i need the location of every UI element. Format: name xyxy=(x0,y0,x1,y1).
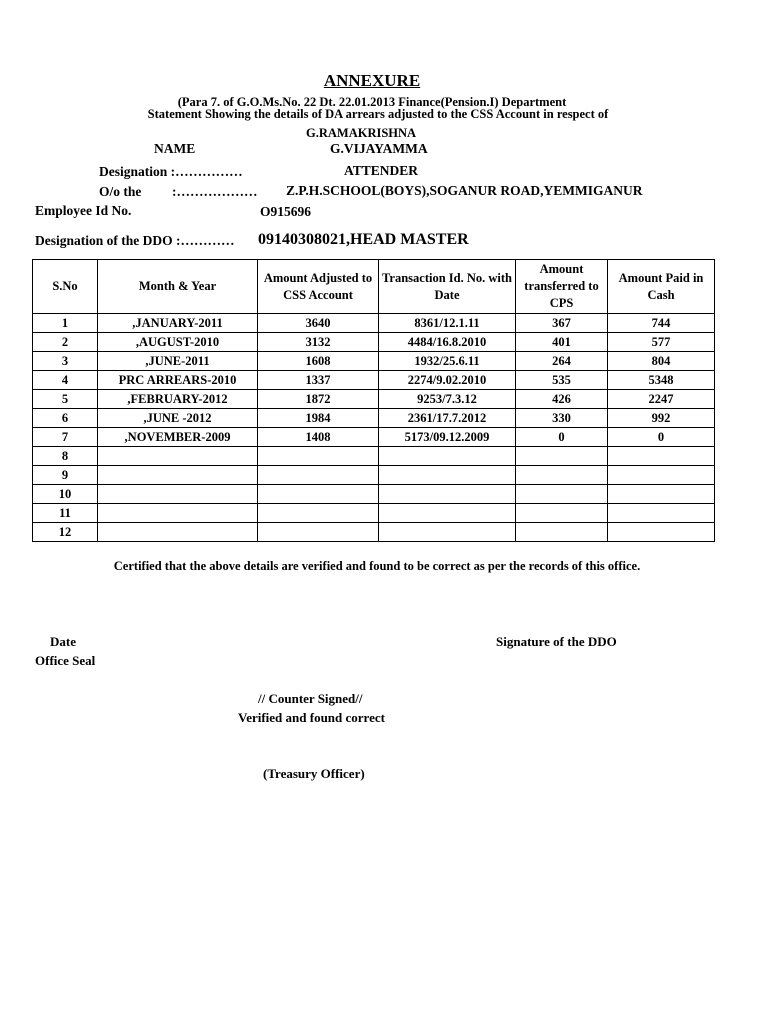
table-row xyxy=(33,352,715,371)
table-cell xyxy=(608,466,715,485)
table-cell: 1984 xyxy=(258,409,379,428)
statement-line: Statement Showing the details of DA arrears adjusted to the CSS Account in respect of xyxy=(147,107,609,121)
arrears-table xyxy=(32,259,715,542)
col-sno: S.No xyxy=(33,260,98,314)
table-cell: 10 xyxy=(33,485,98,504)
table-cell: 11 xyxy=(33,504,98,523)
table-cell: ,FEBRUARY-2012 xyxy=(98,390,258,409)
col-transaction-id: Transaction Id. No. with Date xyxy=(379,260,516,314)
table-cell xyxy=(258,523,379,542)
table-row xyxy=(33,390,715,409)
table-row xyxy=(33,523,715,542)
table-cell: 4484/16.8.2010 xyxy=(379,333,516,352)
table-cell: 5348 xyxy=(608,371,715,390)
table-cell xyxy=(379,523,516,542)
table-cell xyxy=(608,504,715,523)
document-title: ANNEXURE xyxy=(323,71,421,90)
table-cell: 5 xyxy=(33,390,98,409)
counter-signed-label: // Counter Signed// xyxy=(258,691,363,706)
table-cell xyxy=(258,485,379,504)
table-cell: ,AUGUST-2010 xyxy=(98,333,258,352)
table-cell: 7 xyxy=(33,428,98,447)
table-row xyxy=(33,428,715,447)
table-cell: 804 xyxy=(608,352,715,371)
table-cell: 8 xyxy=(33,447,98,466)
table-cell: 992 xyxy=(608,409,715,428)
table-cell: ,NOVEMBER-2009 xyxy=(98,428,258,447)
table-cell: 744 xyxy=(608,314,715,333)
table-cell xyxy=(379,504,516,523)
table-row xyxy=(33,504,715,523)
employee-id-label: Employee Id No. xyxy=(35,203,132,218)
table-cell: 9253/7.3.12 xyxy=(379,390,516,409)
col-amount-cash: Amount Paid in Cash xyxy=(608,260,715,314)
table-row xyxy=(33,447,715,466)
ddo-signature-label: Signature of the DDO xyxy=(496,634,617,649)
verified-label: Verified and found correct xyxy=(238,710,385,725)
table-cell xyxy=(379,466,516,485)
ddo-value: 09140308021,HEAD MASTER xyxy=(258,231,469,248)
table-cell: 1872 xyxy=(258,390,379,409)
table-cell xyxy=(608,485,715,504)
table-cell: 367 xyxy=(516,314,608,333)
table-cell: ,JUNE -2012 xyxy=(98,409,258,428)
table-cell: 2 xyxy=(33,333,98,352)
office-dots: :……………… xyxy=(172,184,258,199)
table-cell xyxy=(98,504,258,523)
table-cell: 401 xyxy=(516,333,608,352)
employee-id-value: O915696 xyxy=(260,204,312,219)
table-cell xyxy=(379,447,516,466)
table-cell xyxy=(258,466,379,485)
table-cell: 12 xyxy=(33,523,98,542)
table-row xyxy=(33,333,715,352)
table-row xyxy=(33,466,715,485)
table-cell: 264 xyxy=(516,352,608,371)
table-cell: 0 xyxy=(516,428,608,447)
office-seal-label: Office Seal xyxy=(35,653,96,668)
treasury-officer-label: (Treasury Officer) xyxy=(263,766,365,781)
table-row xyxy=(33,485,715,504)
name-value: G.VIJAYAMMA xyxy=(330,141,428,156)
table-cell xyxy=(516,466,608,485)
table-cell: 2274/9.02.2010 xyxy=(379,371,516,390)
designation-label: Designation :…………… xyxy=(99,164,243,179)
table-cell: 535 xyxy=(516,371,608,390)
table-cell: 1 xyxy=(33,314,98,333)
table-cell xyxy=(608,447,715,466)
table-cell xyxy=(516,447,608,466)
table-cell xyxy=(516,485,608,504)
date-label: Date xyxy=(50,634,76,649)
table-cell: PRC ARREARS-2010 xyxy=(98,371,258,390)
table-cell: 3 xyxy=(33,352,98,371)
table-cell: 3132 xyxy=(258,333,379,352)
table-cell: 8361/12.1.11 xyxy=(379,314,516,333)
office-value: Z.P.H.SCHOOL(BOYS),SOGANUR ROAD,YEMMIGANUR xyxy=(286,183,643,198)
table-cell xyxy=(379,485,516,504)
col-amount-adjusted: Amount Adjusted to CSS Account xyxy=(258,260,379,314)
table-cell: 1608 xyxy=(258,352,379,371)
table-cell: 4 xyxy=(33,371,98,390)
table-cell: 1932/25.6.11 xyxy=(379,352,516,371)
table-cell xyxy=(258,504,379,523)
table-cell: ,JUNE-2011 xyxy=(98,352,258,371)
col-month-year: Month & Year xyxy=(98,260,258,314)
table-cell: ,JANUARY-2011 xyxy=(98,314,258,333)
table-row xyxy=(33,314,715,333)
table-cell: 426 xyxy=(516,390,608,409)
certification-text: Certified that the above details are verified and found to be correct as per the records of this office. xyxy=(113,559,641,573)
table-cell xyxy=(516,523,608,542)
table-body xyxy=(33,314,715,542)
table-row xyxy=(33,371,715,390)
table-cell xyxy=(608,523,715,542)
table-cell xyxy=(98,485,258,504)
table-cell xyxy=(98,523,258,542)
table-cell: 6 xyxy=(33,409,98,428)
table-cell xyxy=(98,466,258,485)
table-cell xyxy=(516,504,608,523)
table-cell xyxy=(258,447,379,466)
table-cell: 0 xyxy=(608,428,715,447)
table-cell: 5173/09.12.2009 xyxy=(379,428,516,447)
col-amount-cps: Amount transferred to CPS xyxy=(516,260,608,314)
table-cell: 2247 xyxy=(608,390,715,409)
table-cell: 577 xyxy=(608,333,715,352)
table-cell: 9 xyxy=(33,466,98,485)
statement-name: G.RAMAKRISHNA xyxy=(306,126,417,137)
table-cell: 1337 xyxy=(258,371,379,390)
table-cell xyxy=(98,447,258,466)
designation-value: ATTENDER xyxy=(344,163,419,178)
table-cell: 3640 xyxy=(258,314,379,333)
table-row xyxy=(33,409,715,428)
table-cell: 330 xyxy=(516,409,608,428)
go-reference: (Para 7. of G.O.Ms.No. 22 Dt. 22.01.2013 Finance(Pension.I) Department xyxy=(177,95,567,109)
office-label: O/o the xyxy=(99,184,142,199)
table-header-row xyxy=(33,260,715,314)
table-cell: 2361/17.7.2012 xyxy=(379,409,516,428)
ddo-label: Designation of the DDO :………… xyxy=(35,233,235,248)
name-label: NAME xyxy=(154,141,196,156)
table-cell: 1408 xyxy=(258,428,379,447)
